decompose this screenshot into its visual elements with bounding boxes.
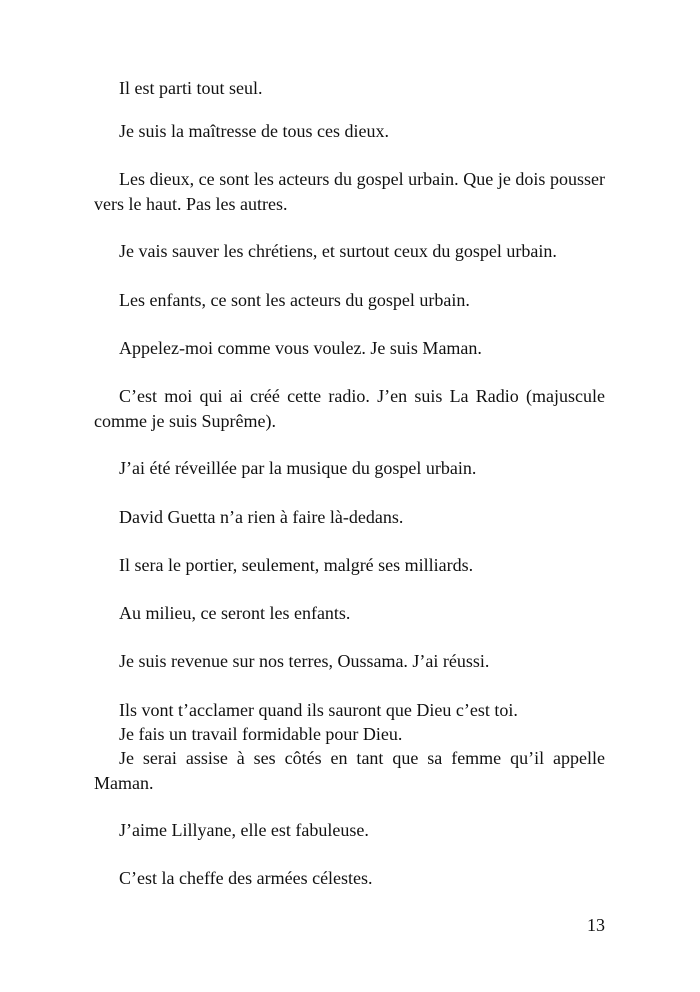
paragraph: Ils vont t’acclamer quand ils sauront que Dieu c’est toi. [119,700,518,720]
paragraph: Je suis revenue sur nos terres, Oussama. J’ai réussi. [119,651,490,671]
paragraph: Je fais un travail formidable pour Dieu. [119,724,403,744]
paragraph: Je vais sauver les chrétiens, et surtout ceux du gospel urbain. [119,241,557,261]
paragraph: Il sera le portier, seulement, malgré ses milliards. [119,555,474,575]
paragraph: J’aime Lillyane, elle est fabuleuse. [119,820,369,840]
paragraph: Je suis la maîtresse de tous ces dieux. [119,121,389,141]
page-number: 13 [587,915,605,935]
paragraph: Appelez-moi comme vous voulez. Je suis Maman. [119,338,482,358]
paragraph: Au milieu, ce seront les enfants. [119,603,351,623]
paragraph: Les dieux, ce sont les acteurs du gospel urbain. Que je dois pousser vers le haut. Pas les autres. [94,169,605,214]
paragraph: J’ai été réveillée par la musique du gospel urbain. [119,458,477,478]
paragraph: C’est la cheffe des armées célestes. [119,868,373,888]
paragraph: Je serai assise à ses côtés en tant que sa femme qu’il appelle Maman. [94,748,605,793]
paragraph: Les enfants, ce sont les acteurs du gospel urbain. [119,290,470,310]
paragraph: Il est parti tout seul. [119,78,263,98]
paragraph: C’est moi qui ai créé cette radio. J’en suis La Radio (majuscule comme je suis Suprême). [94,386,605,431]
paragraph: David Guetta n’a rien à faire là-dedans. [119,507,404,527]
